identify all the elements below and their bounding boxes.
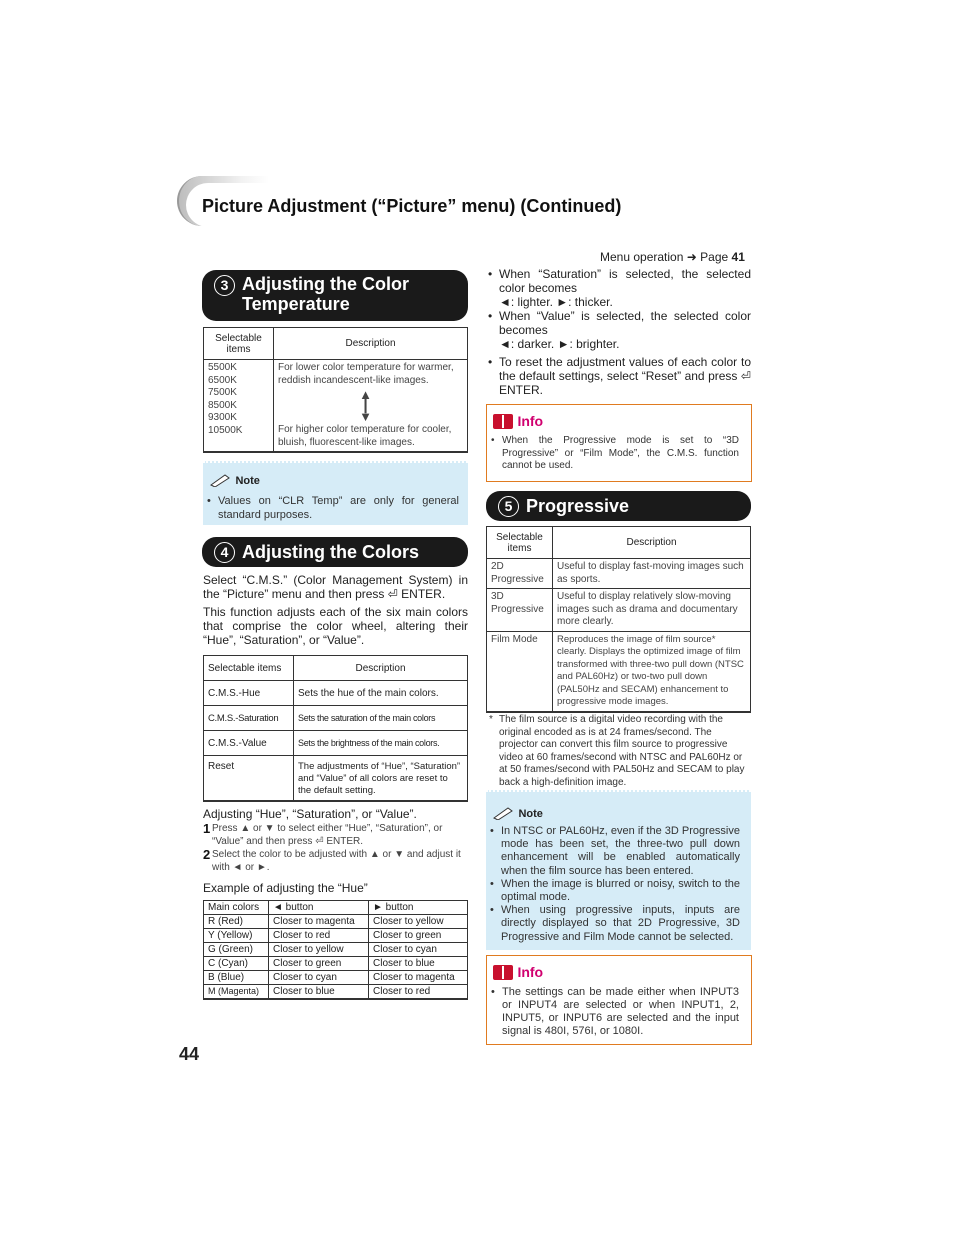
- column-header: Main colors: [204, 901, 269, 915]
- column-header: Selectable items: [204, 328, 274, 360]
- menu-operation-ref: [600, 250, 745, 264]
- cms-desc: Sets the hue of the main colors.: [294, 681, 468, 706]
- page-number: 44: [179, 1044, 200, 1064]
- hue-cell: B (Blue): [204, 971, 269, 985]
- step-text: Select the color to be adjusted with ▲ or ▼ and adjust it with ◄ or ►.: [212, 849, 461, 873]
- hue-cell: C (Cyan): [204, 957, 269, 971]
- note-box-clr-temp: [203, 461, 468, 525]
- bullet-item: • To reset the adjustment values of each color to the default settings, select “Reset” and press ⏎ ENTER.: [486, 355, 751, 397]
- color-temp-table: [203, 327, 468, 453]
- section-5-header: [486, 491, 751, 521]
- progressive-desc: Useful to display relatively slow-moving images such as drama and documentary more clearly.: [553, 589, 751, 632]
- note-item: • In NTSC or PAL60Hz, even if the 3D Progressive mode has been set, the three-two pull down enhancement will be enabled automatically when the film source has been entered.: [488, 825, 740, 878]
- info-title: Info: [517, 964, 544, 980]
- section-5-title: Progressive: [526, 495, 630, 516]
- cms-item: C.M.S.-Saturation: [204, 706, 294, 731]
- section-4-header: [202, 537, 468, 567]
- adjust-steps: [203, 822, 468, 874]
- hue-cell: Closer to green: [269, 957, 369, 971]
- step-text: Press ▲ or ▼ to select either “Hue”, “Saturation”, or “Value” and then press ⏎ ENTER.: [212, 823, 443, 847]
- section-number-badge: 3: [214, 275, 235, 296]
- cms-table: [203, 655, 468, 802]
- example-heading: Example of adjusting the “Hue”: [203, 881, 368, 895]
- hue-cell: Closer to yellow: [269, 943, 369, 957]
- step-number: 2: [203, 847, 211, 862]
- up-down-arrow-icon: ▲ ┃ ▼: [359, 387, 372, 424]
- section-4-title: Adjusting the Colors: [242, 541, 419, 562]
- cms-item: C.M.S.-Value: [204, 731, 294, 756]
- progressive-item: 3D Progressive: [487, 589, 553, 632]
- info-item: • The settings can be made either when INPUT3 or INPUT4 are selected or when INPUT1, 2, INPUT5, or INPUT6 are selected and the input signal is 480I, 576I, or 1080I.: [489, 986, 739, 1038]
- hue-cell: M (Magenta): [204, 985, 269, 1000]
- cms-desc: Sets the brightness of the main colors.: [294, 731, 468, 756]
- info-box-inputs: [486, 955, 752, 1045]
- cms-desc: Sets the saturation of the main colors: [294, 706, 468, 731]
- arrow-right-icon: ➜: [686, 250, 697, 264]
- step-number: 1: [203, 821, 211, 836]
- hue-cell: Y (Yellow): [204, 929, 269, 943]
- section-3-header: [202, 270, 468, 321]
- temp-desc-cool: For higher color temperature for cooler, bluish, fluorescent-like images.: [278, 424, 452, 448]
- note-item: • When using progressive inputs, inputs are directly displayed so that 2D Progressive, 3D Progressive and Film Mode cannot be selected.: [488, 904, 740, 944]
- column-header: Description: [553, 527, 751, 559]
- progressive-table: [486, 526, 751, 713]
- hue-cell: Closer to cyan: [269, 971, 369, 985]
- menu-page-number: 41: [731, 250, 745, 264]
- bullet-item: • When “Value” is selected, the selected color becomes ◄: darker. ►: brighter.: [486, 309, 751, 351]
- note-item: • Values on “CLR Temp” are only for general standard purposes.: [205, 494, 459, 522]
- hue-cell: R (Red): [204, 915, 269, 929]
- hue-cell: Closer to yellow: [369, 915, 468, 929]
- section-number-badge: 4: [214, 542, 235, 563]
- temp-desc-warm: For lower color temperature for warmer, reddish incandescent-like images.: [278, 362, 454, 386]
- column-header: ◄ button: [269, 901, 369, 915]
- info-item: • When the Progressive mode is set to “3D Progressive” or “Film Mode”, the C.M.S. function cannot be used.: [489, 435, 739, 473]
- section-number-badge: 5: [498, 496, 519, 517]
- cms-item: C.M.S.-Hue: [204, 681, 294, 706]
- progressive-item: Film Mode: [487, 631, 553, 712]
- cms-intro-paragraph: Select “C.M.S.” (Color Management System) in the “Picture” menu and then press ⏎ ENTER.: [203, 573, 468, 601]
- bullet-item: • When “Saturation” is selected, the selected color becomes ◄: lighter. ►: thicker.: [486, 267, 751, 309]
- menu-operation-label: Menu operation: [600, 250, 684, 264]
- note-item: • When the image is blurred or noisy, switch to the optimal mode.: [488, 878, 740, 904]
- section-3-title-line1: Adjusting the Color: [242, 274, 409, 294]
- hue-cell: Closer to blue: [269, 985, 369, 1000]
- column-header: ► button: [369, 901, 468, 915]
- note-title: Note: [235, 475, 260, 487]
- hue-cell: Closer to magenta: [269, 915, 369, 929]
- book-icon: [493, 965, 513, 980]
- film-footnote: [489, 714, 749, 789]
- hue-example-table: [203, 900, 468, 1000]
- column-header: Description: [294, 656, 468, 681]
- temp-items-cell: 5500K 6500K 7500K 8500K 9300K 10500K: [204, 360, 274, 453]
- book-icon: [493, 414, 513, 429]
- info-title: Info: [517, 413, 544, 429]
- footnote-mark: *: [489, 714, 493, 725]
- progressive-desc: Useful to display fast-moving images such as sports.: [553, 559, 751, 589]
- hue-cell: Closer to red: [269, 929, 369, 943]
- page-title: Picture Adjustment (“Picture” menu) (Continued): [202, 196, 622, 216]
- note-title: Note: [518, 808, 543, 820]
- cms-description-paragraph: This function adjusts each of the six main colors that comprise the color wheel, altering their “Hue”, “Saturation”, or “Value”.: [203, 605, 468, 647]
- progressive-item: 2D Progressive: [487, 559, 553, 589]
- note-box-progressive: [486, 790, 751, 950]
- cms-desc: The adjustments of “Hue”, “Saturation” and “Value” of all colors are reset to the default setting.: [294, 756, 468, 801]
- progressive-desc: Reproduces the image of film source* clearly. Displays the optimized image of film transformed with three-two pull down (NTSC and PAL60Hz) or two-two pull down (PAL50Hz and SECAM) enhancement to progressive mode images.: [553, 631, 751, 712]
- hue-cell: Closer to blue: [369, 957, 468, 971]
- pencil-icon: [492, 806, 514, 820]
- cms-item: Reset: [204, 756, 294, 801]
- hue-cell: Closer to red: [369, 985, 468, 1000]
- hue-cell: G (Green): [204, 943, 269, 957]
- section-3-title-line2: Temperature: [242, 294, 350, 314]
- pencil-icon: [209, 473, 231, 487]
- column-header: Selectable items: [487, 527, 553, 559]
- footnote-text: The film source is a digital video recording with the original encoded as is at 24 frames/second. The projector can convert this film source to progressive video at 60 frames/second with NTSC and PAL60Hz or at 50 frames/second with PAL50Hz and SECAM to play back a high-definition image.: [499, 714, 745, 788]
- column-header: Selectable items: [204, 656, 294, 681]
- menu-page-label: Page: [700, 250, 729, 264]
- column-header: Description: [274, 328, 468, 360]
- adjust-heading: Adjusting “Hue”, “Saturation”, or “Value”.: [203, 807, 417, 821]
- hue-cell: Closer to cyan: [369, 943, 468, 957]
- temp-desc-cell: [274, 360, 468, 453]
- info-box-progressive: [486, 404, 752, 482]
- hue-cell: Closer to green: [369, 929, 468, 943]
- hue-cell: Closer to magenta: [369, 971, 468, 985]
- right-bullets: [486, 267, 751, 397]
